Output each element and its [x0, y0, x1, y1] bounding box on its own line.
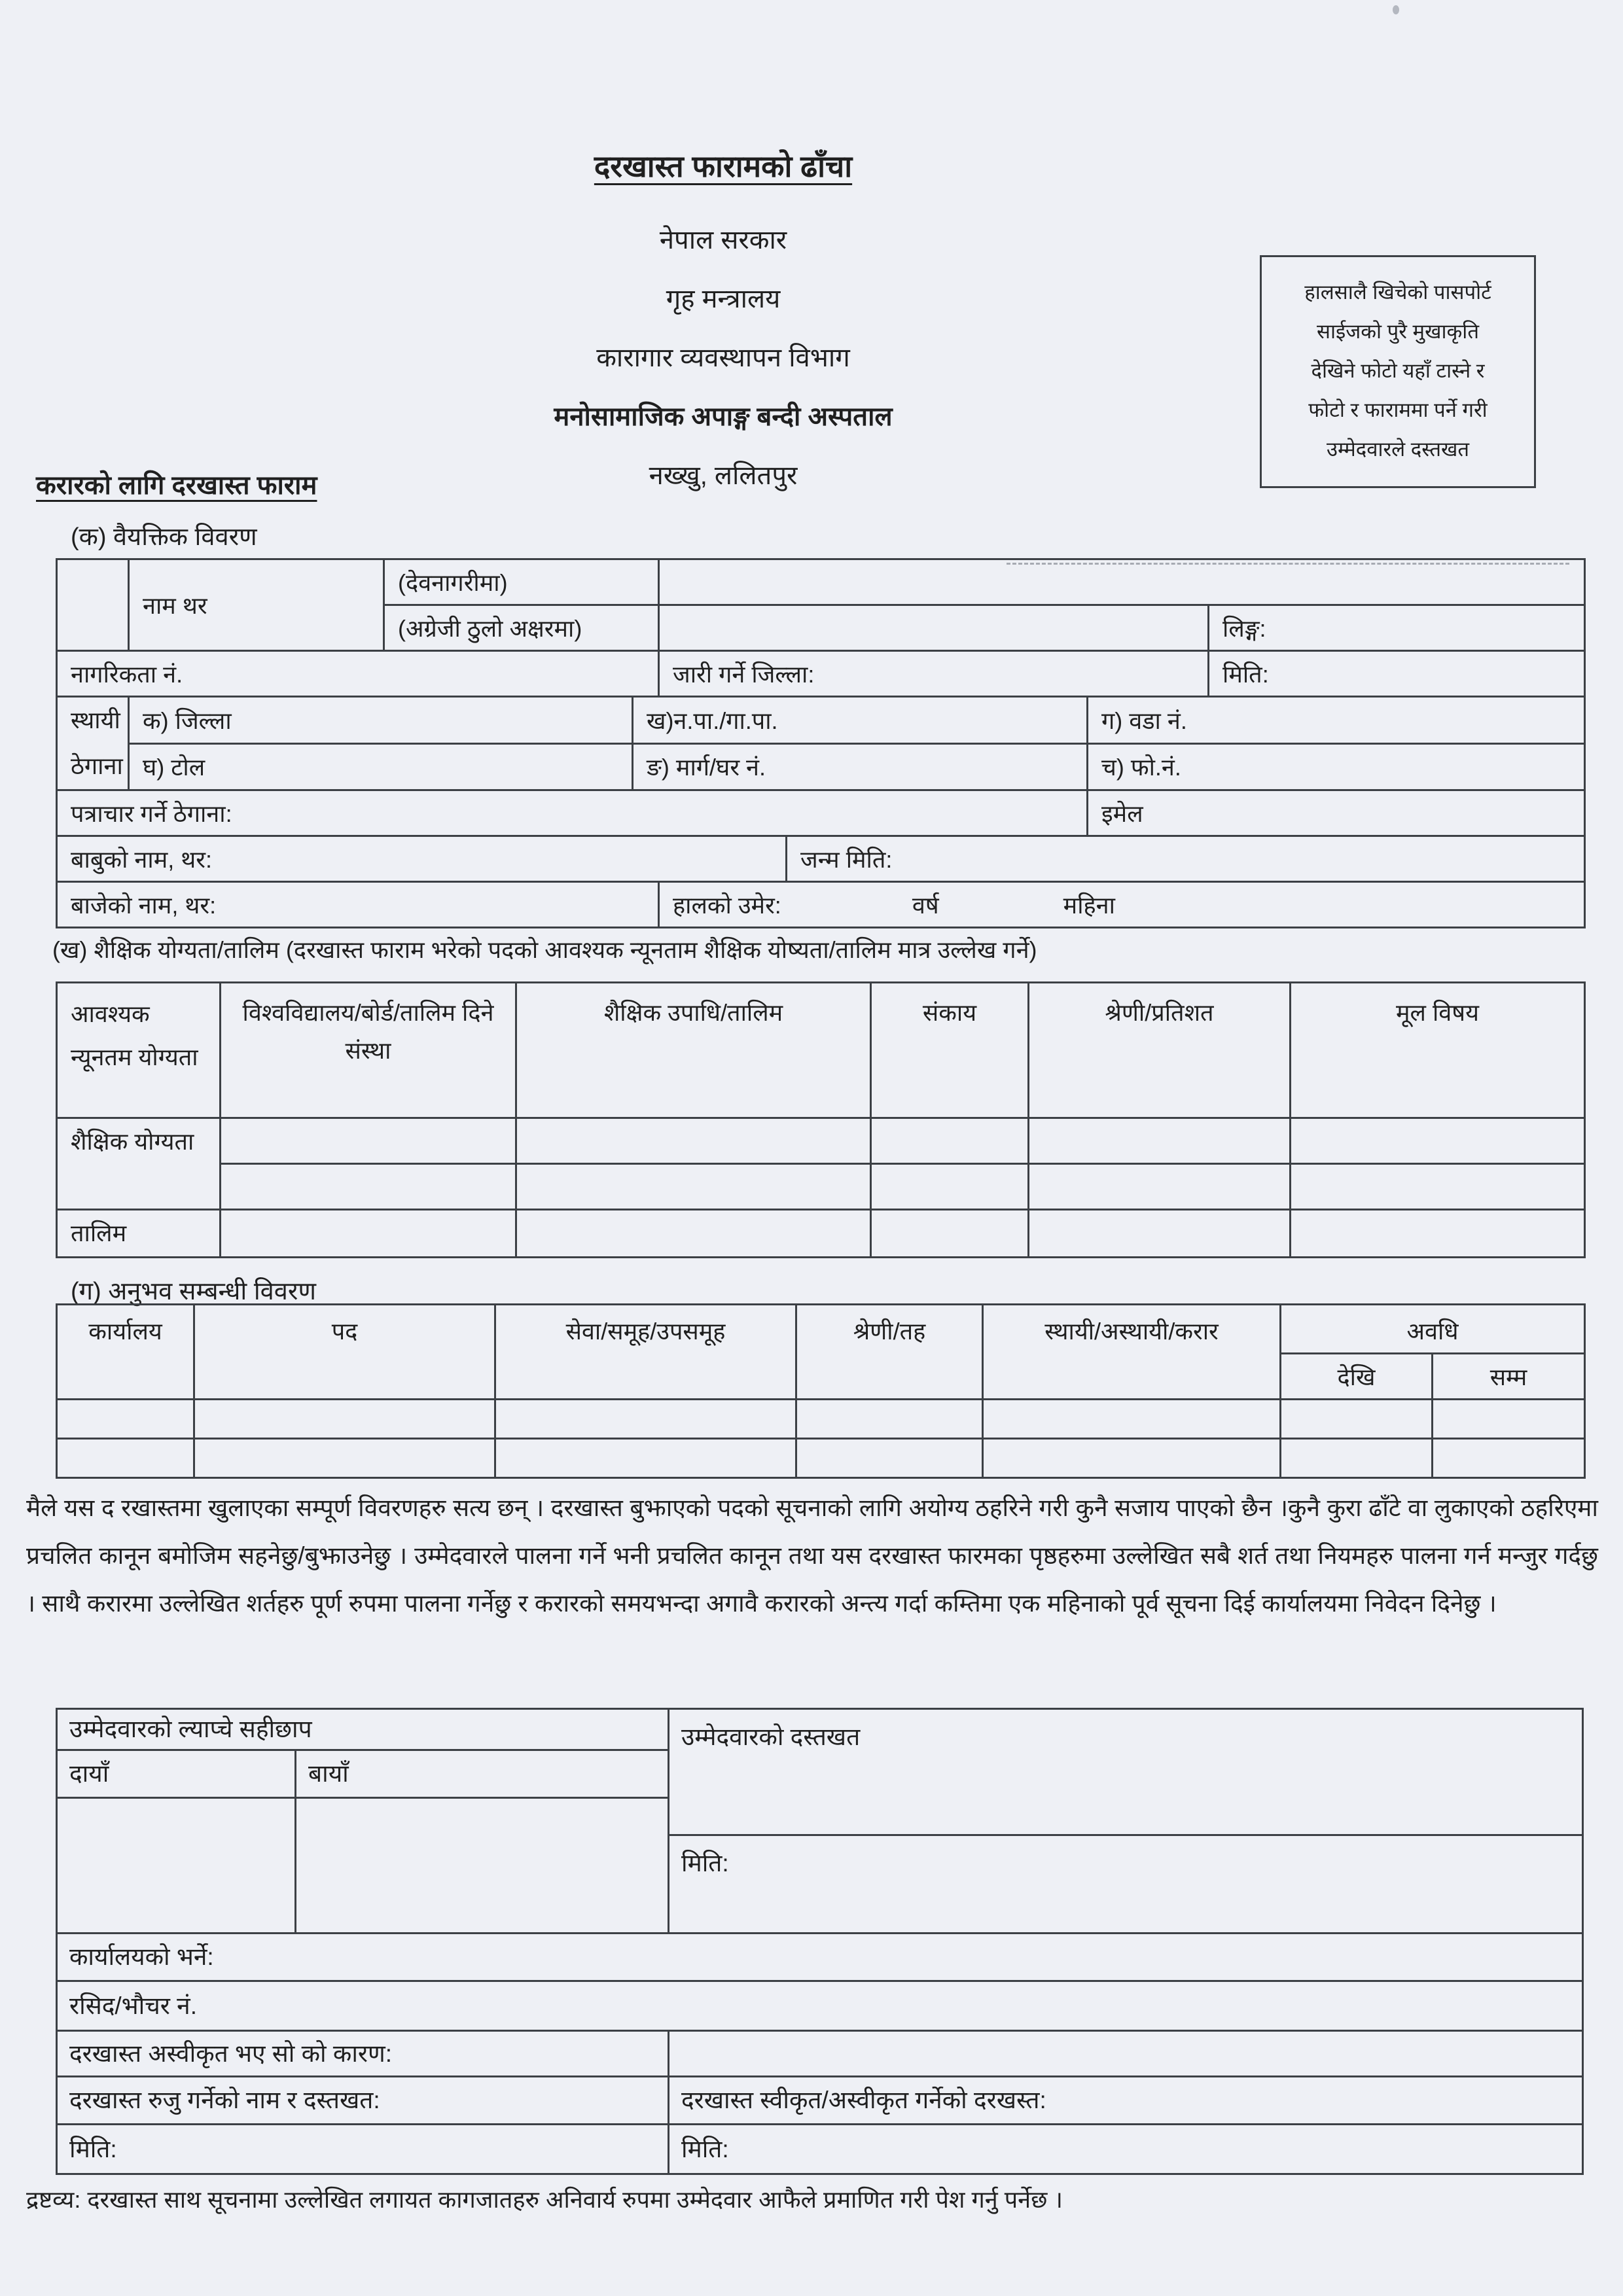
edu-input-cell [1291, 1164, 1585, 1210]
thumbprint-labels-row [58, 1751, 668, 1799]
issue-date-label: मिति: [1209, 651, 1585, 697]
grandfather-name-label: बाजेको नाम, थर: [57, 882, 659, 928]
edu-input-cell [1291, 1118, 1585, 1164]
address-label: ठेगाना [71, 752, 123, 779]
name-devanagari-input-cell [659, 559, 1585, 605]
org-line-department: कारागार व्यवस्थापन विभाग [596, 344, 850, 372]
edu-input-cell [871, 1118, 1029, 1164]
edu-input-cell [871, 1164, 1029, 1210]
edu-input-cell [1029, 1164, 1291, 1210]
declaration-paragraph: मैले यस द रखास्तमा खुलाएका सम्पूर्ण विवरणहरु सत्य छन् । दरखास्त बुझाएको पदको सूचनाको लागि अयोग्य ठहरिने गरी कुनै सजाय पाएको छैन ।कुनै कुरा ढाँटे वा लुकाएको ठहरिएमा प्रचलित कानून बमोजिम सहनेछु/बुझाउनेछु । उम्मेदवारले पालना गर्ने भनी प्रचलित कानून तथा यस दरखास्त फारमका पृष्ठहरुमा उल्लेखित सबै शर्त तथा नियमहरु पालना गर्न मन्जुर गर्दछु । साथै करारमा उल्लेखित शर्तहरु पूर्ण रुपमा पालना गर्नेछु र करारको समयभन्दा अगावै करारको अन्त्य गर्दा कम्तिमा एक महिनाको पूर्व सूचना दिई कार्यालयमा निवेदन दिनेछु । [26, 1494, 1598, 1617]
current-age-cell [659, 882, 1585, 928]
signature-section [669, 1710, 1582, 1932]
form-header [0, 145, 1446, 505]
thumbprint-header: उम्मेदवारको ल्याप्चे सहीछाप [58, 1710, 668, 1751]
section-c-heading: (ग) अनुभव सम्बन्धी विवरण [71, 1278, 316, 1305]
exp-col-period-to: सम्म [1433, 1354, 1585, 1400]
exp-input-cell [983, 1439, 1281, 1478]
exp-col-period: अवधि [1281, 1305, 1585, 1354]
issuing-district-label: जारी गर्ने जिल्ला: [659, 651, 1209, 697]
age-years-label: वर्ष [912, 892, 939, 919]
current-age-label: हालको उमेर: [673, 892, 781, 919]
exp-col-post: पद [194, 1305, 495, 1400]
age-months-label: महिना [1063, 892, 1115, 919]
exp-input-cell [57, 1439, 194, 1478]
birth-date-label: जन्म मिति: [787, 836, 1585, 882]
section-b-heading: (ख) शैक्षिक योग्यता/तालिम (दरखास्त फाराम भरेको पदको आवश्यक न्यूनताम शैक्षिक योष्यता/तालिम मात्र उल्लेख गर्ने) [52, 936, 1037, 963]
thumbprint-left-label: बायाँ [308, 1760, 349, 1787]
exp-input-cell [1281, 1439, 1433, 1478]
candidate-signature-area: उम्मेदवारको दस्तखत [669, 1710, 1582, 1836]
photo-instruction-box [1260, 255, 1536, 488]
permanent-address-label [57, 697, 129, 790]
personal-details-table [56, 558, 1586, 928]
edu-input-cell [871, 1210, 1029, 1258]
checked-approved-row [58, 2075, 1582, 2123]
name-english-label: (अग्रेजी ठुलो अक्षरमा) [384, 605, 659, 651]
approved-date-label: मिति: [681, 2136, 729, 2163]
exp-input-cell [1433, 1439, 1585, 1478]
education-table [56, 981, 1586, 1258]
citizenship-no-label: नागरिकता नं. [57, 651, 659, 697]
signature-office-block [56, 1708, 1584, 2175]
permanent-label: स्थायी [71, 707, 120, 733]
exp-col-service-group: सेवा/समूह/उपसमूह [495, 1305, 796, 1400]
exp-input-cell [983, 1400, 1281, 1439]
street-house-no-label: ङ) मार्ग/घर नं. [633, 743, 1088, 790]
exp-col-period-from: देखि [1281, 1354, 1433, 1400]
district-label: क) जिल्ला [129, 697, 633, 744]
office-use-label: कार्यालयको भर्ने: [69, 1943, 214, 1970]
org-line-hospital: मनोसामाजिक अपाङ्ग बन्दी अस्पताल [554, 402, 893, 431]
thumbprint-right-label: दायाँ [58, 1751, 296, 1797]
tole-label: घ) टोल [129, 743, 633, 790]
edu-input-cell [516, 1210, 871, 1258]
exp-input-cell [194, 1439, 495, 1478]
checked-by-label: दरखास्त रुजु गर्नेको नाम र दस्तखत: [58, 2077, 669, 2123]
thumbprint-right-box [58, 1799, 296, 1932]
dates-row [58, 2123, 1582, 2173]
name-english-input-cell [659, 605, 1209, 651]
office-use-row [58, 1932, 1582, 1980]
edu-col-division-percent: श्रेणी/प्रतिशत [1029, 983, 1291, 1118]
serial-cell [57, 559, 129, 651]
exp-input-cell [1281, 1400, 1433, 1439]
edu-col-main-subject: मूल विषय [1291, 983, 1585, 1118]
thumbprint-boxes [58, 1799, 668, 1932]
thumbprint-left-box [296, 1799, 668, 1932]
father-name-label: बाबुको नाम, थर: [57, 836, 787, 882]
edu-col-degree-training: शैक्षिक उपाधि/तालिम [516, 983, 871, 1118]
signature-top-row [58, 1710, 1582, 1932]
thumbprint-section [58, 1710, 669, 1932]
edu-input-cell [1029, 1210, 1291, 1258]
name-label: नाम थर [129, 559, 384, 651]
photo-box-line: देखिने फोटो यहाँ टास्ने र [1311, 359, 1485, 382]
exp-input-cell [57, 1400, 194, 1439]
exp-col-permanent-temporary-contract: स्थायी/अस्थायी/करार [983, 1305, 1281, 1400]
rejection-reason-input-cell [669, 2032, 1582, 2075]
form-title: करारको लागि दरखास्त फाराम [36, 471, 317, 500]
checked-date-label: मिति: [58, 2125, 669, 2173]
edu-input-cell [516, 1118, 871, 1164]
photo-box-line: हालसालै खिचेको पासपोर्ट [1304, 281, 1491, 304]
section-a-heading: (क) वैयक्तिक विवरण [71, 523, 257, 551]
mailing-address-label: पत्राचार गर्ने ठेगाना: [57, 790, 1088, 836]
edu-input-cell [221, 1118, 516, 1164]
name-devanagari-label: (देवनागरीमा) [384, 559, 659, 605]
edu-col-required-qualification: आवश्यक न्यूनतम योग्यता [57, 983, 221, 1118]
scan-speck-artifact [1393, 5, 1399, 14]
edu-input-cell [221, 1164, 516, 1210]
document-title: दरखास्त फारामको ढाँचा [594, 149, 853, 183]
edu-col-faculty: संकाय [871, 983, 1029, 1118]
exp-col-office: कार्यालय [57, 1305, 194, 1400]
rejection-reason-label: दरखास्त अस्वीकृत भए सो को कारण: [58, 2032, 669, 2075]
approved-by-label: दरखास्त स्वीकृत/अस्वीकृत गर्नेको दरखस्त: [681, 2087, 1046, 2113]
exp-input-cell [495, 1400, 796, 1439]
municipality-label: ख)न.पा./गा.पा. [633, 697, 1088, 744]
footnote: द्रष्टव्य: दरखास्त साथ सूचनामा उल्लेखित लगायत कागजातहरु अनिवार्य रुपमा उम्मेदवार आफैले प्रमाणित गरी पेश गर्नु पर्नेछ । [26, 2186, 1063, 2213]
edu-row-training: तालिम [57, 1210, 221, 1258]
edu-col-institution: विश्वविद्यालय/बोर्ड/तालिम दिने संस्था [221, 983, 516, 1118]
photo-box-line: साईजको पुरै मुखाकृति [1317, 320, 1479, 343]
exp-input-cell [796, 1400, 983, 1439]
edu-input-cell [1029, 1118, 1291, 1164]
org-line-government: नेपाल सरकार [659, 226, 787, 255]
org-line-location: नख्खु, ललितपुर [649, 461, 798, 490]
exp-input-cell [796, 1439, 983, 1478]
photo-box-line: फोटो र फाराममा पर्ने गरी [1308, 398, 1488, 421]
receipt-voucher-label: रसिद/भौचर नं. [69, 1992, 197, 2019]
exp-col-class-level: श्रेणी/तह [796, 1305, 983, 1400]
edu-row-academic-qualification: शैक्षिक योग्यता [57, 1118, 221, 1210]
photo-box-line: उम्मेदवारले दस्तखत [1326, 438, 1470, 461]
edu-input-cell [1291, 1210, 1585, 1258]
experience-table [56, 1303, 1586, 1479]
rejection-reason-row [58, 2030, 1582, 2075]
exp-input-cell [495, 1439, 796, 1478]
email-label: इमेल [1088, 790, 1585, 836]
scan-artifact-dashed-line [1007, 563, 1569, 565]
exp-input-cell [194, 1400, 495, 1439]
gender-label: लिङ्ग: [1209, 605, 1585, 651]
org-line-ministry: गृह मन्त्रालय [666, 285, 781, 313]
exp-input-cell [1433, 1400, 1585, 1439]
signature-date-label: मिति: [681, 1850, 729, 1877]
edu-input-cell [221, 1210, 516, 1258]
receipt-voucher-row [58, 1980, 1582, 2030]
phone-no-label: च) फो.नं. [1088, 743, 1585, 790]
edu-input-cell [516, 1164, 871, 1210]
ward-no-label: ग) वडा नं. [1088, 697, 1585, 744]
